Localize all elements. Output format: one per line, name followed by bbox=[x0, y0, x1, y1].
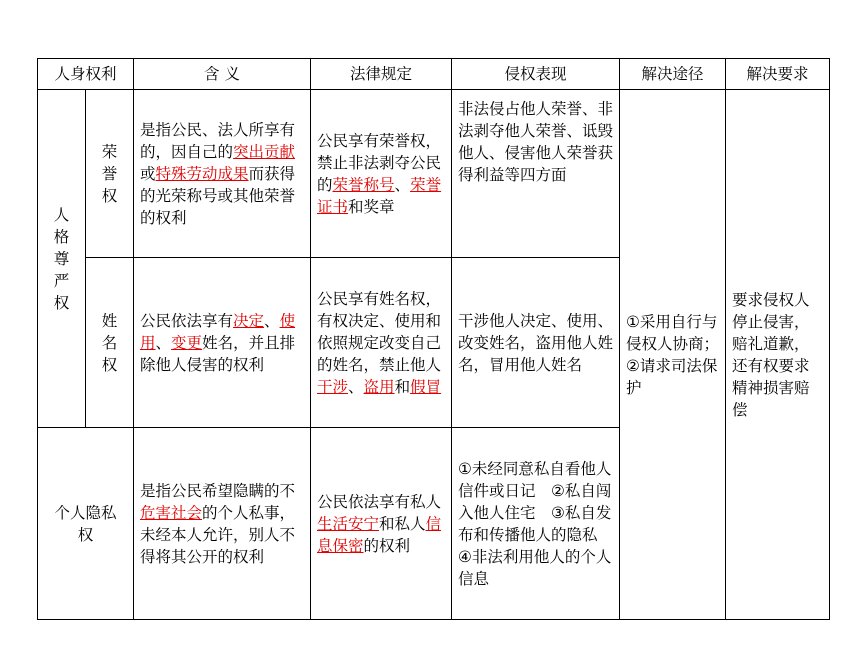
honor-meaning-keyword-1: 突出贡献 bbox=[233, 142, 296, 161]
privacy-meaning-text: 的个人私事，未经本人允许，别人不得将其公开的权利 bbox=[140, 503, 296, 566]
privacy-law-cell bbox=[311, 428, 452, 620]
header-infringement: 侵权表现 bbox=[452, 59, 620, 90]
honor-meaning-text: 而获得的光荣称号或其他荣誉的权利 bbox=[140, 164, 296, 227]
honor-law-keyword-2: 荣誉证书 bbox=[317, 175, 442, 216]
honor-name-cell bbox=[86, 90, 134, 258]
name-right-name: 姓名权 bbox=[101, 311, 118, 374]
privacy-infringement-cell: ①未经同意私自看他人信件或日记 ②私自闯入他人住宅 ③私自发布和传播他人的隐私 ④非法利用他人的个人信息 bbox=[452, 428, 620, 620]
honor-law-text: 、 bbox=[394, 175, 411, 194]
honor-meaning-keyword-2: 特殊劳动成果 bbox=[155, 164, 249, 183]
name-law-keyword-1: 干涉 bbox=[317, 377, 349, 396]
name-meaning-text: 公民依法享有 bbox=[140, 311, 234, 330]
remedy-cell: ①采用自行与侵权人协商；②请求司法保护 bbox=[620, 90, 726, 620]
name-meaning-cell bbox=[134, 258, 311, 428]
honor-law-keyword-1: 荣誉称号 bbox=[332, 175, 395, 194]
name-law-cell bbox=[311, 258, 452, 428]
category-cell bbox=[38, 90, 86, 428]
name-meaning-keyword-3: 变更 bbox=[171, 333, 203, 352]
header-demand: 解决要求 bbox=[726, 59, 830, 90]
privacy-law-keyword-1: 生活安宁 bbox=[317, 514, 380, 533]
name-meaning-keyword-1: 决定 bbox=[233, 311, 265, 330]
privacy-law-text: 和私人 bbox=[379, 514, 426, 533]
demand-cell: 要求侵权人停止侵害，赔礼道歉，还有权要求精神损害赔偿 bbox=[726, 90, 830, 620]
header-row bbox=[38, 59, 830, 90]
category-label: 人格尊严权 bbox=[53, 205, 70, 312]
privacy-law-text: 的权利 bbox=[363, 536, 411, 555]
header-meaning: 含 义 bbox=[134, 59, 311, 90]
honor-meaning-cell bbox=[134, 90, 311, 258]
name-meaning-text: 、 bbox=[264, 311, 280, 330]
personal-rights-table bbox=[37, 58, 830, 620]
honor-law-cell bbox=[311, 90, 452, 258]
name-meaning-text: 姓名，并且排除他人侵害的权利 bbox=[140, 333, 296, 374]
honor-law-text: 和奖章 bbox=[348, 197, 395, 216]
privacy-law-keyword-2: 信息保密 bbox=[317, 514, 442, 555]
privacy-meaning-text: 是指公民希望隐瞒的不 bbox=[140, 481, 296, 500]
table-row-honor bbox=[38, 90, 830, 258]
privacy-law-text: 公民依法享有私人 bbox=[317, 492, 442, 511]
header-law: 法律规定 bbox=[311, 59, 452, 90]
name-right-name-cell bbox=[86, 258, 134, 428]
privacy-meaning-keyword-1: 危害社会 bbox=[140, 503, 203, 522]
privacy-meaning-cell bbox=[134, 428, 311, 620]
honor-meaning-text: 是指公民、法人所享有的，因自己的 bbox=[140, 120, 296, 161]
name-law-keyword-3: 假冒 bbox=[410, 377, 442, 396]
honor-name: 荣誉权 bbox=[101, 142, 118, 205]
name-meaning-text: 、 bbox=[155, 333, 172, 352]
name-infringement-cell: 干涉他人决定、使用、改变姓名，盗用他人姓名，冒用他人姓名 bbox=[452, 258, 620, 428]
name-law-text: 、 bbox=[348, 377, 364, 396]
header-remedy: 解决途径 bbox=[620, 59, 726, 90]
honor-infringement-cell: 非法侵占他人荣誉、非法剥夺他人荣誉、诋毁他人、侵害他人荣誉获得利益等四方面 bbox=[452, 90, 620, 258]
honor-law-text: 公民享有荣誉权，禁止非法剥夺公民的 bbox=[317, 131, 442, 194]
honor-meaning-text: 或 bbox=[140, 164, 156, 183]
name-meaning-keyword-2: 使用 bbox=[140, 311, 296, 352]
header-right: 人身权利 bbox=[38, 59, 134, 90]
name-law-keyword-2: 盗用 bbox=[363, 377, 395, 396]
name-law-text: 公民享有姓名权，有权决定、使用和依照规定改变自己的姓名，禁止他人 bbox=[317, 289, 442, 374]
privacy-name-cell: 个人隐私权 bbox=[38, 428, 134, 620]
name-law-text: 和 bbox=[394, 377, 411, 396]
